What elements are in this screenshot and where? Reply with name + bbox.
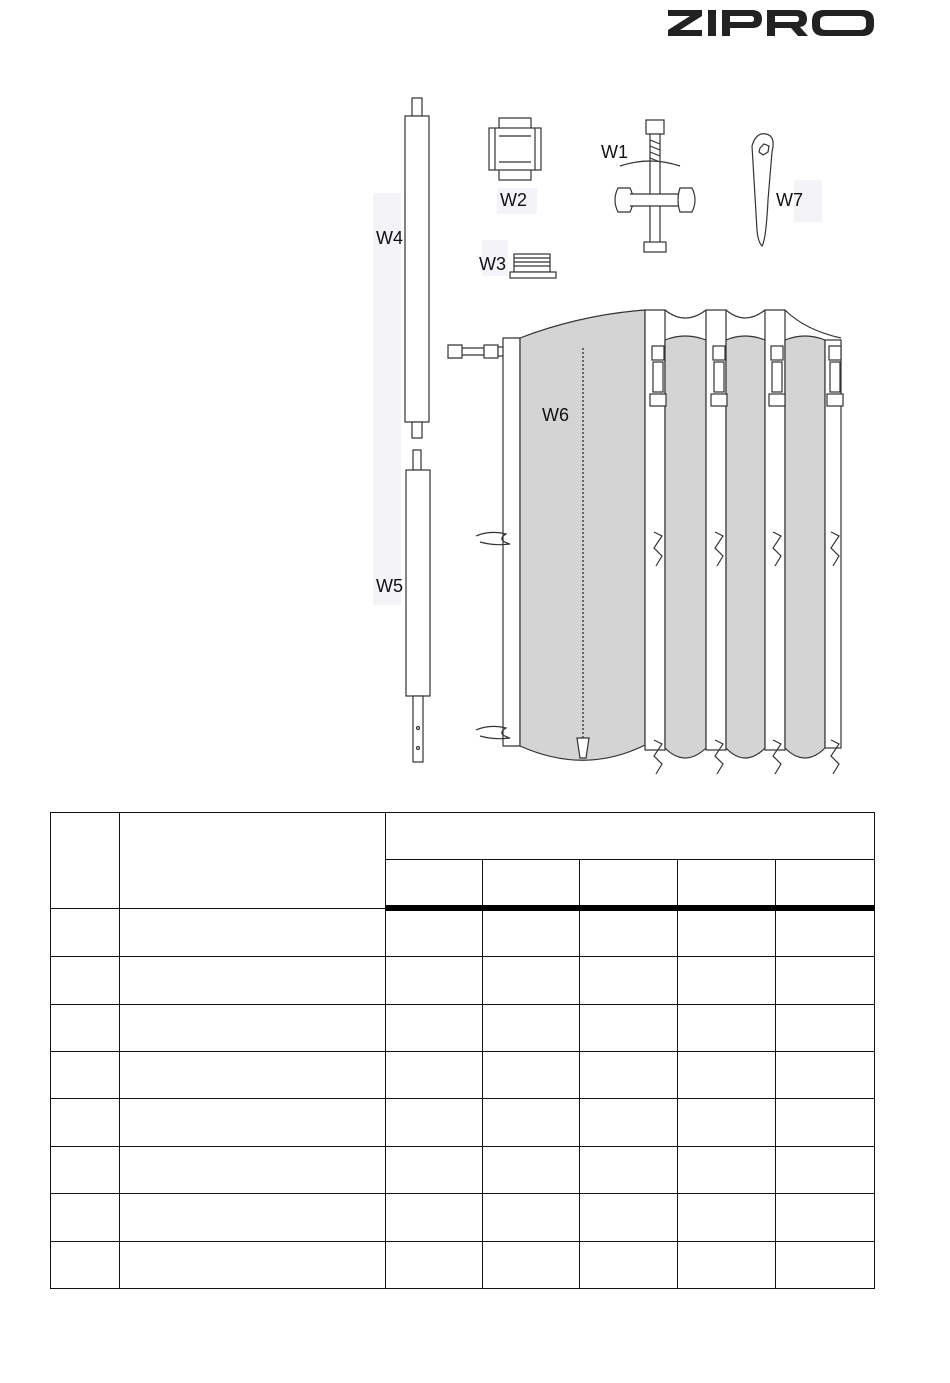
table-cell: [120, 1051, 386, 1098]
w1-bolt: [615, 120, 695, 252]
table-cell: [386, 1051, 483, 1098]
table-cell: [483, 1099, 580, 1146]
table-cell: [51, 1051, 120, 1098]
table-row: [51, 1194, 875, 1241]
table-cell: [120, 908, 386, 956]
table-cell: [483, 957, 580, 1004]
header-cell-name: [120, 813, 386, 909]
table-cell: [483, 1194, 580, 1241]
table-row: [51, 1099, 875, 1146]
table-row: [51, 1146, 875, 1193]
table-cell: [776, 1146, 875, 1193]
table-cell: [776, 1194, 875, 1241]
header-cell: [386, 860, 483, 908]
table-cell: [120, 1146, 386, 1193]
table-cell: [580, 1004, 678, 1051]
table-cell: [386, 908, 483, 956]
header-cell: [580, 860, 678, 908]
table-cell: [776, 1099, 875, 1146]
table-cell: [776, 1004, 875, 1051]
header-cell-group: [386, 813, 875, 860]
table-row: [51, 1004, 875, 1051]
label-w1: W1: [601, 142, 628, 162]
label-w6: W6: [542, 405, 569, 425]
parts-table: [50, 812, 875, 1289]
header-cell: [483, 860, 580, 908]
table-row: [51, 908, 875, 956]
table-cell: [678, 1099, 776, 1146]
table-cell: [386, 1241, 483, 1288]
table-cell: [386, 1004, 483, 1051]
table-cell: [483, 1241, 580, 1288]
table-cell: [678, 1241, 776, 1288]
table-cell: [386, 957, 483, 1004]
table-cell: [776, 1241, 875, 1288]
table-cell: [120, 1241, 386, 1288]
table-cell: [580, 1051, 678, 1098]
table-cell: [678, 908, 776, 956]
table-cell: [120, 1099, 386, 1146]
table-cell: [776, 957, 875, 1004]
table-cell: [51, 1194, 120, 1241]
w3-cap: [510, 254, 556, 278]
w5-lower-pole: [406, 450, 430, 762]
table-row: [51, 957, 875, 1004]
table-cell: [678, 1194, 776, 1241]
table-row: [51, 1051, 875, 1098]
w4-upper-pole: [405, 98, 429, 438]
table-header-row-1: [51, 813, 875, 860]
table-cell: [51, 1099, 120, 1146]
header-cell-number: [51, 813, 120, 909]
w6-net-panel: [448, 310, 843, 774]
table-cell: [483, 1146, 580, 1193]
table-cell: [51, 1241, 120, 1288]
table-cell: [580, 1099, 678, 1146]
table-cell: [678, 1004, 776, 1051]
table-cell: [678, 1146, 776, 1193]
table-cell: [386, 1194, 483, 1241]
table-cell: [580, 1146, 678, 1193]
w2-clamp: [489, 118, 541, 180]
label-w7: W7: [776, 190, 803, 210]
table-cell: [580, 908, 678, 956]
label-w2: W2: [500, 190, 527, 210]
table-cell: [51, 1004, 120, 1051]
table-cell: [776, 1051, 875, 1098]
label-w4: W4: [376, 228, 403, 248]
table-cell: [483, 1004, 580, 1051]
table-cell: [386, 1099, 483, 1146]
header-cell: [678, 860, 776, 908]
table-cell: [120, 957, 386, 1004]
table-cell: [580, 1194, 678, 1241]
table-cell: [120, 1004, 386, 1051]
table-cell: [678, 1051, 776, 1098]
table-cell: [120, 1194, 386, 1241]
table-cell: [580, 957, 678, 1004]
header-cell: [776, 860, 875, 908]
table-cell: [580, 1241, 678, 1288]
table-cell: [776, 908, 875, 956]
table-cell: [51, 957, 120, 1004]
table-row: [51, 1241, 875, 1288]
table-cell: [51, 908, 120, 956]
w7-wrench: [752, 134, 773, 246]
table-cell: [51, 1146, 120, 1193]
label-w5: W5: [376, 576, 403, 596]
table-cell: [386, 1146, 483, 1193]
table-cell: [483, 1051, 580, 1098]
table-cell: [483, 908, 580, 956]
table-cell: [678, 957, 776, 1004]
label-w3: W3: [479, 254, 506, 274]
